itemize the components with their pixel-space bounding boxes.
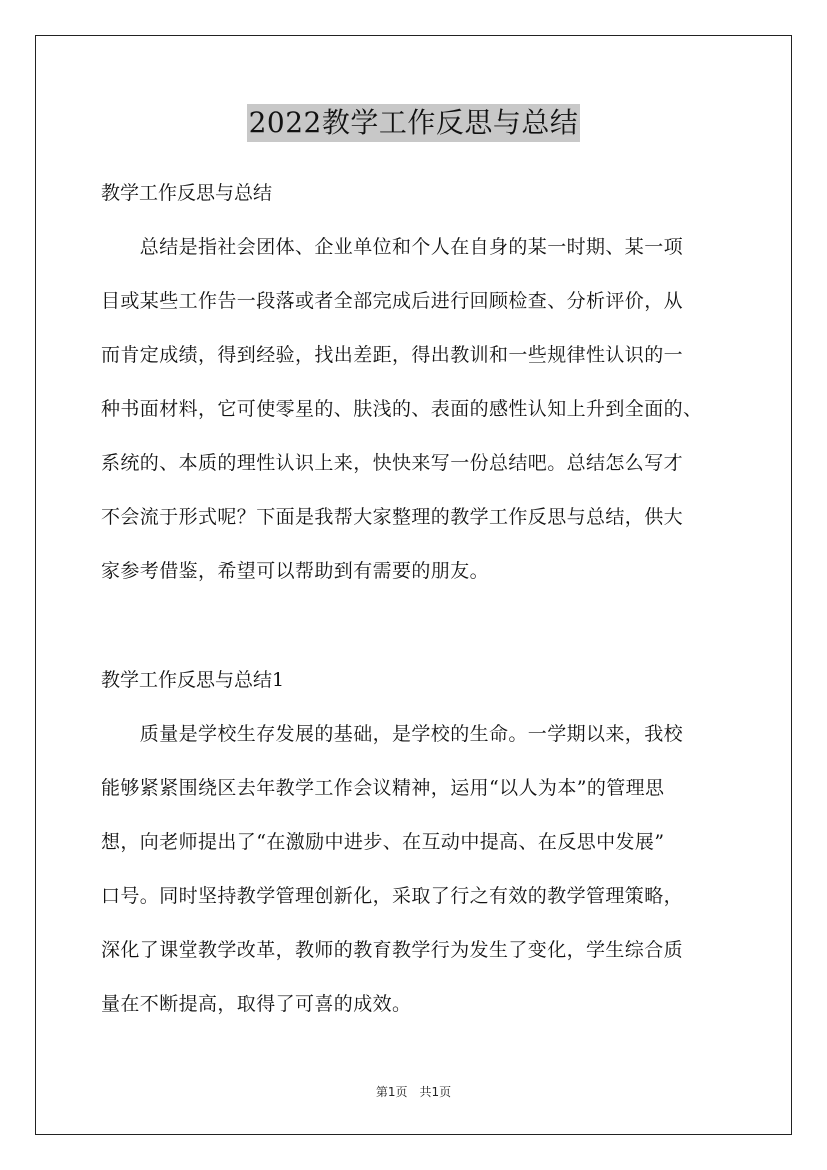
section-heading: 教学工作反思与总结 <box>101 182 273 204</box>
intro-paragraph <box>101 235 751 613</box>
paragraph-line: 而肯定成绩，得到经验，找出差距，得出教训和一些规律性认识的一 <box>101 344 684 366</box>
section-heading: 教学工作反思与总结1 <box>101 669 285 691</box>
paragraph-line: 家参考借鉴，希望可以帮助到有需要的朋友。 <box>101 560 490 582</box>
paragraph-line: 口号。同时坚持教学管理创新化，采取了行之有效的教学管理策略， <box>101 885 684 907</box>
paragraph-line: 质量是学校生存发展的基础，是学校的生命。一学期以来，我校 <box>101 723 684 745</box>
section-1-paragraph <box>101 722 751 1046</box>
paragraph-line: 能够紧紧围绕区去年教学工作会议精神，运用“以人为本”的管理思 <box>101 777 665 799</box>
title-container <box>0 104 827 142</box>
paragraph-line: 量在不断提高，取得了可喜的成效。 <box>101 993 412 1015</box>
document-title: 2022教学工作反思与总结 <box>247 104 581 142</box>
paragraph-line: 系统的、本质的理性认识上来，快快来写一份总结吧。总结怎么写才 <box>101 452 684 474</box>
paragraph-line: 总结是指社会团体、企业单位和个人在自身的某一时期、某一项 <box>101 236 684 258</box>
paragraph-line: 目或某些工作告一段落或者全部完成后进行回顾检查、分析评价，从 <box>101 290 684 312</box>
paragraph-line: 想，向老师提出了“在激励中进步、在互动中提高、在反思中发展” <box>101 831 665 853</box>
paragraph-line: 种书面材料，它可使零星的、肤浅的、表面的感性认知上升到全面的、 <box>101 398 703 420</box>
paragraph-line: 深化了课堂教学改革，教师的教育教学行为发生了变化，学生综合质 <box>101 939 684 961</box>
page-footer: 第1页 共1页 <box>375 1085 452 1099</box>
paragraph-line: 不会流于形式呢？下面是我帮大家整理的教学工作反思与总结，供大 <box>101 506 684 528</box>
